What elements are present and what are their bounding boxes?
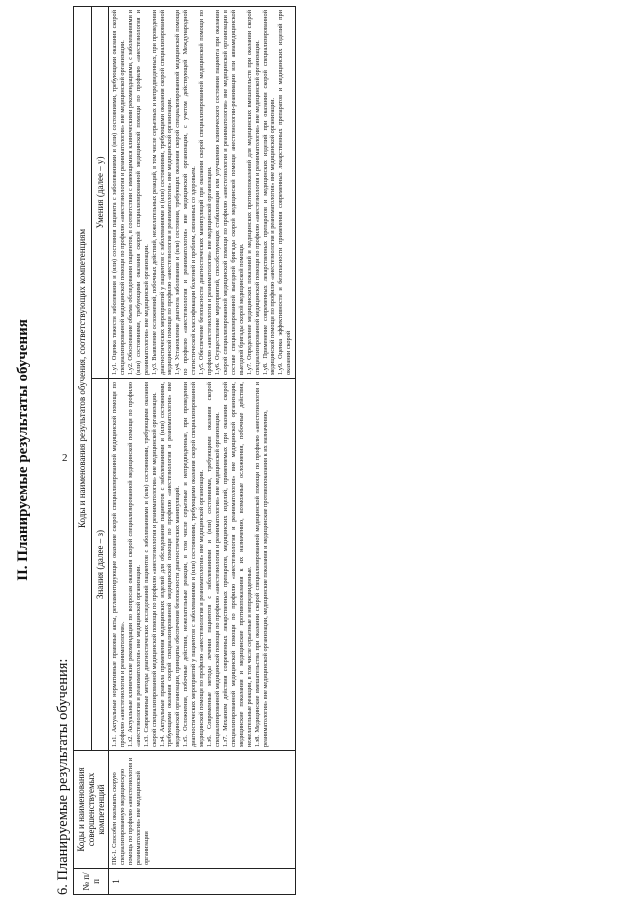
learning-outcomes-table	[73, 6, 296, 895]
skill-item: 1.у3. Выявление осложнений, побочных действий, нежелательных реакций, в том числе серьезных и непредвиденных, при проведении диагностических мероприятий у пациентов с заболеваниями и (или) состояниями, требующими оказания скорой специализированной медицинской помощи по профилю «анестезиология и реаниматология» вне медицинской организации.	[150, 10, 174, 375]
skill-item: 1.у9. Оценка эффективности и безопасности применения современных лекарственных препаратов и медицинских изделий при оказании скорой	[277, 10, 293, 375]
skill-item: 1.у8. Применение современных лекарственных препаратов и медицинских изделий при оказании скорой специализированной медицинской помощи по профилю «анестезиология и реаниматология» вне медицинской организации.	[261, 10, 277, 375]
page-number: 2	[62, 452, 68, 464]
cell-skills	[109, 7, 296, 379]
cell-competence: ПК-1. Способен оказывать скорую специализированную медицинскую помощь по профилю «анестезиология и реаниматология» вне медицинской организации	[109, 751, 296, 869]
skill-item: 1.у1. Оценка тяжести заболевания и (или) состояния пациента с заболеваниями и (или) состояниями, требующими оказания скорой специализированной медицинской помощи по профилю «анестезиология и реаниматология» вне медицинской организации.	[111, 10, 126, 375]
cell-row-number: 1	[109, 869, 296, 895]
knowledge-item: 1.з5. Осложнения, побочные действия, нежелательные реакции, в том числе серьезные и непредвиденные, при проведении диагностических мероприятий у пациентов с заболеваниями и (или) состояниями, требующими оказания скорой специализированной медицинской помощи по профилю «анестезиология и реаниматология» вне медицинской организации.	[182, 382, 206, 747]
knowledge-item: 1.з8. Медицинские вмешательства при оказании скорой специализированной медицинской помощи по профилю «анестезиология и реаниматология» вне медицинской организации, медицинские показания и медицинские противопоказания к их назначению,	[253, 382, 269, 747]
section-title: II. Планируемые результаты обучения	[15, 319, 31, 581]
table-row	[109, 7, 296, 895]
skill-item: 1.у5. Обеспечение безопасности диагностических манипуляций при оказании скорой специализированной медицинской помощи по профилю «анестезиология и реаниматология» вне медицинской организации.	[198, 10, 214, 375]
header-num: № п/п	[74, 869, 109, 895]
knowledge-item: 1.з2. Актуальные клинические рекомендации по вопросам оказания скорой специализированной медицинской помощи по профилю «анестезиология и реаниматология» вне медицинской организации.	[126, 382, 142, 747]
header-results-group: Коды и наименования результатов обучения, соответствующих компетенциям	[74, 7, 92, 751]
header-knowledge: Знания (далее – з)	[91, 379, 109, 751]
header-skills: Умения (далее – у)	[91, 7, 109, 379]
cell-knowledge	[109, 379, 296, 751]
skill-item: 1.у6. Осуществление мероприятий, способствующих стабилизации или улучшению клинического состояния пациента при оказании скорой специализированной медицинской помощи по профилю «анестезиология и реаниматология» вне медицинской организации в составе специализированной выездной бригады скорой медицинской помощи анестезиологии-реанимации или авиамедицинской выездной бригады скорой медицинской помощи.	[213, 10, 245, 375]
subsection-title: 6. Планируемые результаты обучения:	[55, 658, 71, 895]
rotated-page-content	[15, 5, 625, 895]
knowledge-item: 1.з4. Актуальные правила применения медицинских изделий для обследования пациентов с заболеваниями и (или) состояниями, требующими оказания скорой специализированной медицинской помощи по профилю «анестезиология и реаниматология» вне медицинской организации, принципы обеспечения безопасности диагностических манипуляций.	[158, 382, 182, 747]
knowledge-item: 1.з1. Актуальные нормативные правовые акты, регламентирующие оказание скорой специализированной медицинской помощи по профилю «анестезиология и реаниматология».	[111, 382, 126, 747]
knowledge-item: 1.з6. Современные методы лечения пациентов с заболеваниями и (или) состояниями, требующими оказания скорой специализированной медицинской помощи по профилю «анестезиология и реаниматология» вне медицинской организации.	[206, 382, 221, 747]
skill-item: 1.у4. Установление диагноза заболевания и (или) состояния, требующих оказания скорой специализированной медицинской помощи по профилю «анестезиология и реаниматология» вне медицинской организации, с учетом действующей Международной статистической классификации болезней и проблем, связанных со здоровьем.	[174, 10, 198, 375]
skill-item: 1.у2. Обоснование объема обследования пациентов, в соответствии с имеющимися клиническими рекомендациями, с заболеваниями и (или) состояниями, требующими оказания скорой специализированной медицинской помощи по профилю «анестезиология и реаниматология» вне медицинской организации.	[126, 10, 150, 375]
skill-item: 1.у7. Определение медицинских показаний и медицинских противопоказаний для медицинских вмешательств при оказании скорой специализированной медицинской помощи по профилю «анестезиология и реаниматология» вне медицинской организации.	[245, 10, 261, 375]
knowledge-item: 1.з3. Современные методы диагностических исследований пациентов с заболеваниями и (или) состояниями, требующими оказания скорой специализированной медицинской помощи по профилю «анестезиология и реаниматология» вне медицинской организации.	[142, 382, 158, 747]
header-competence: Коды и наименования совершенствуемых компетенций	[74, 751, 109, 869]
knowledge-item: 1.з7. Механизм действия современных лекарственных препаратов, медицинских изделий, применяемых при оказании скорой специализированной медицинской помощи по профилю «анестезиология и реаниматология» вне медицинской организации, медицинские показания и медицинские противопоказания к их назначению, возможные осложнения, побочные действия, нежелательные реакции, в том числе серьезные и непредвиденные.	[221, 382, 253, 747]
